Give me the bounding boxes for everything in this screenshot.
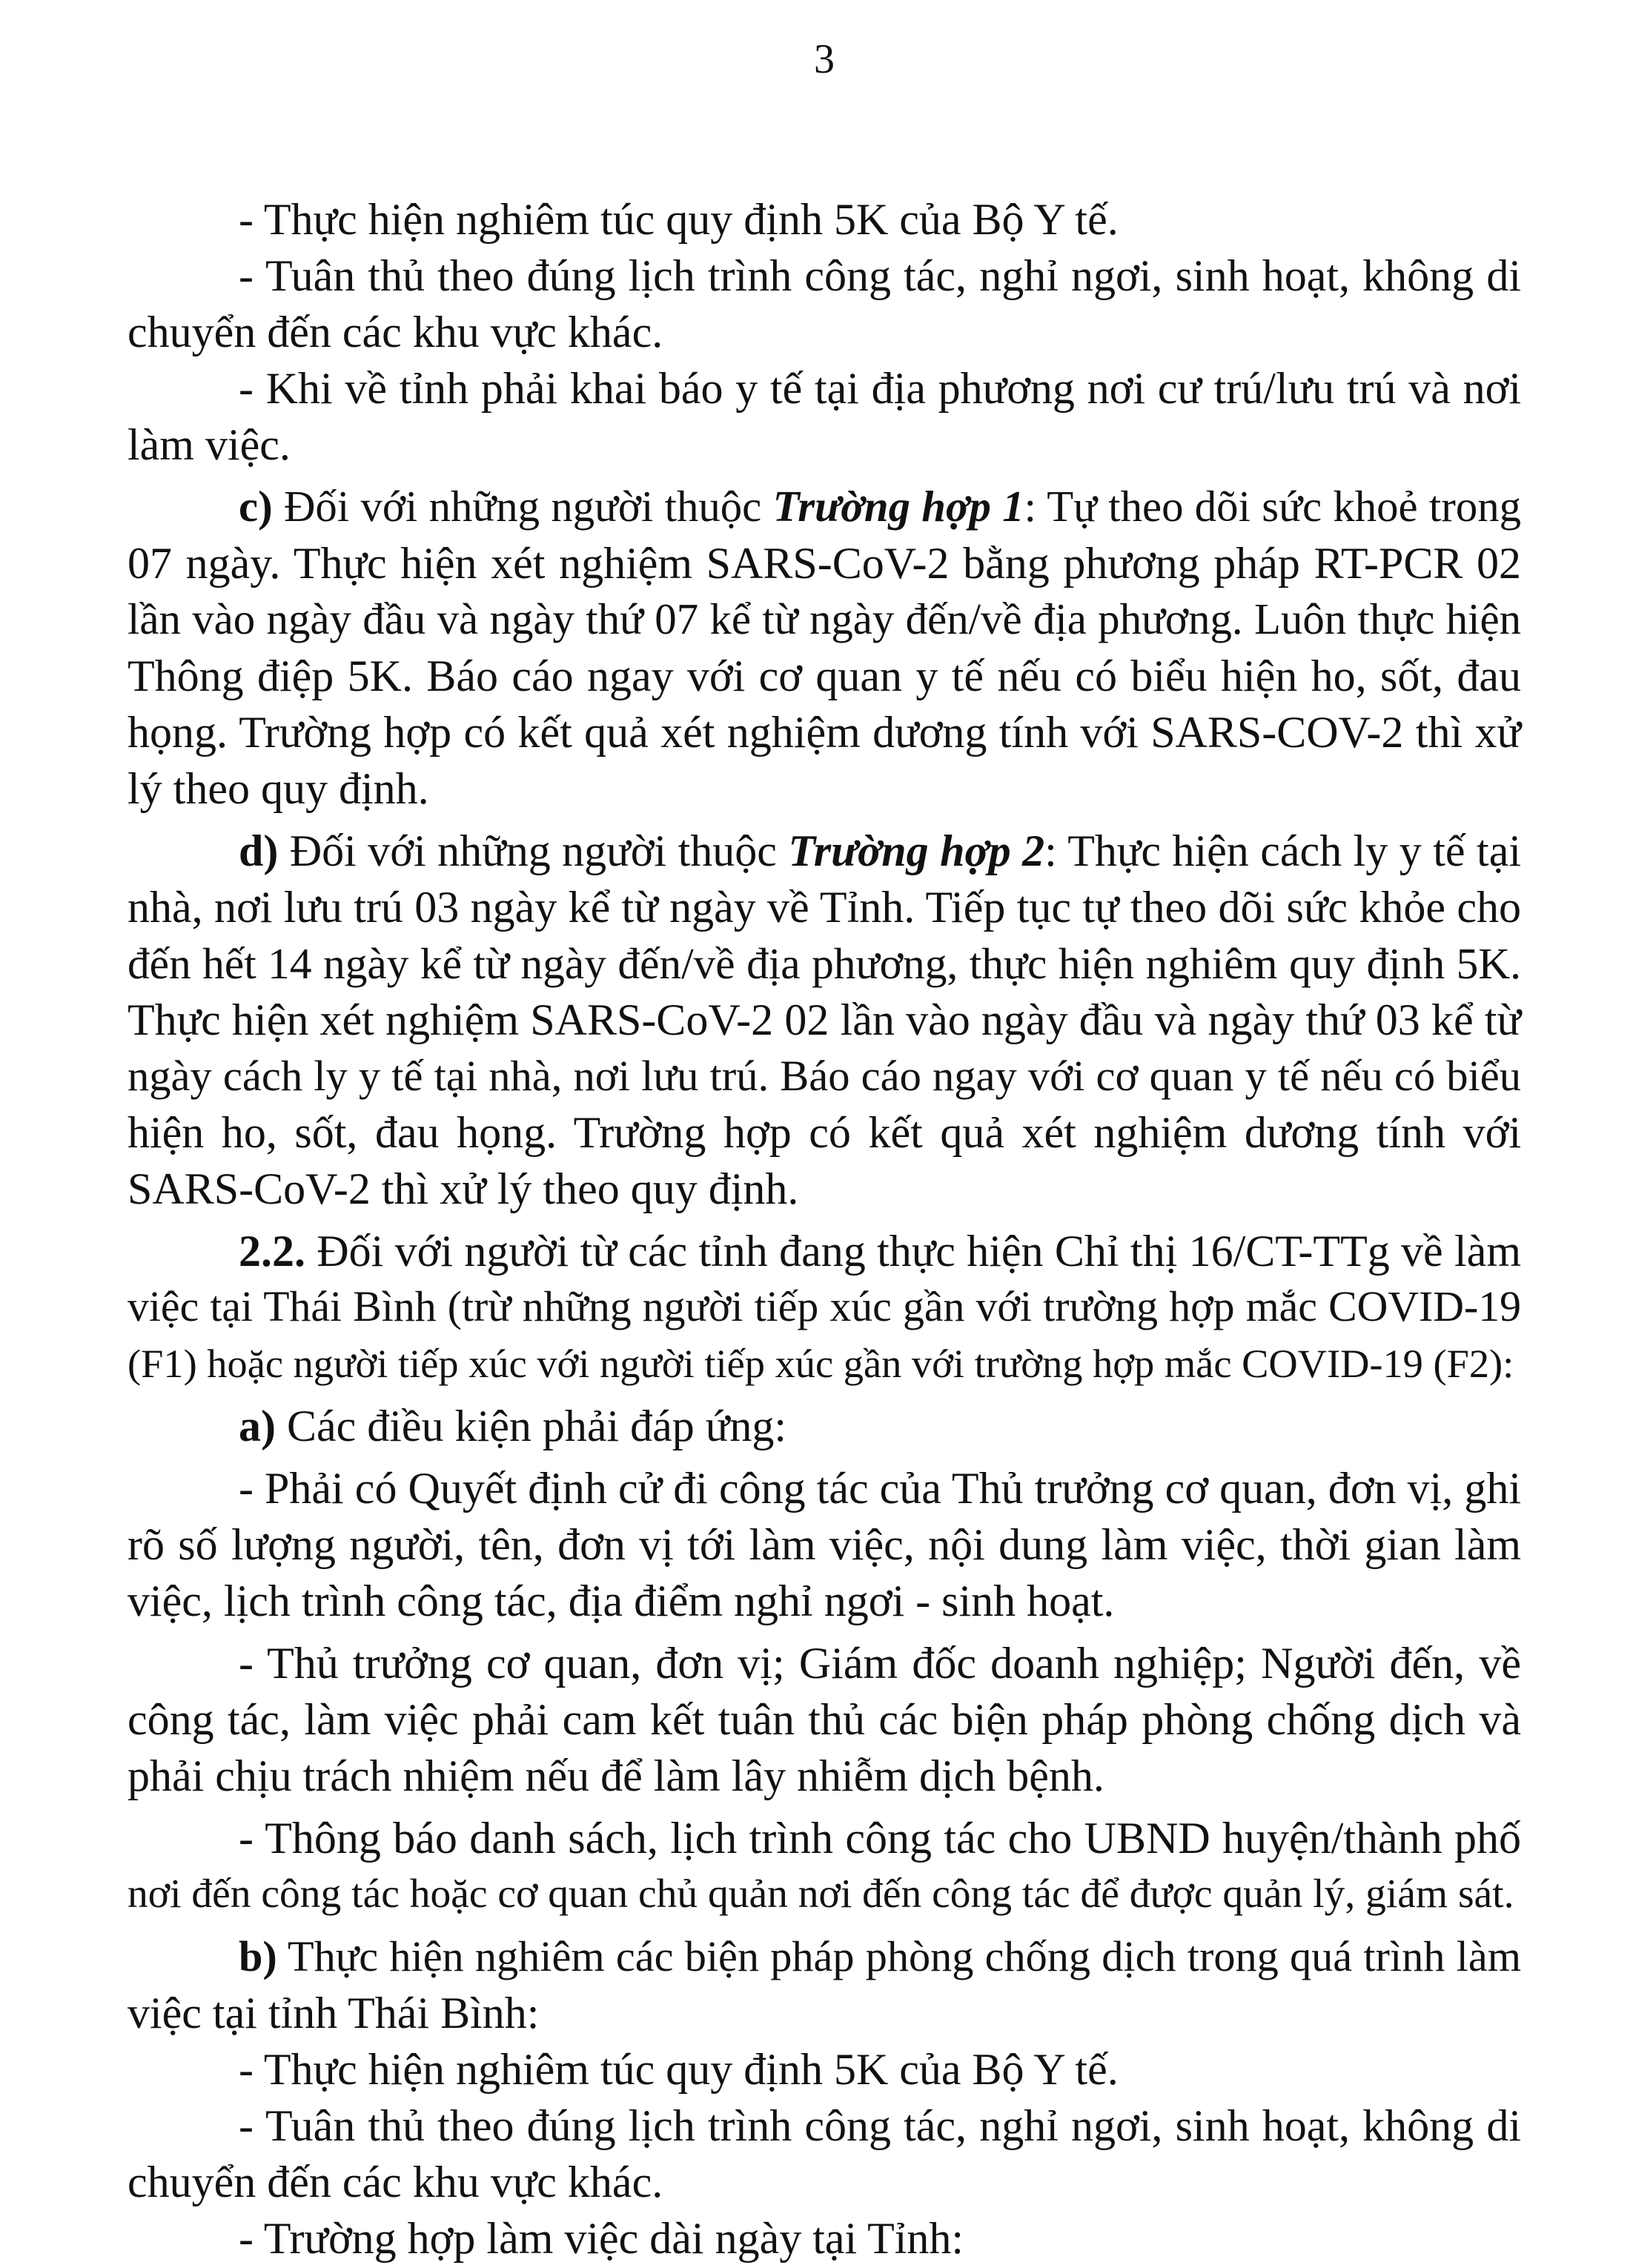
case-2-emphasis: Trường hợp 2 — [788, 826, 1045, 875]
item-label-b: b) — [239, 1932, 277, 1980]
text-line: làm việc. — [127, 420, 291, 469]
text-line: việc, lịch trình công tác, địa điểm nghỉ ngơi - sinh hoạt. — [127, 1576, 1115, 1625]
text-line: công tác, làm việc phải cam kết tuân thủ các biện pháp phòng chống dịch và — [127, 1695, 1521, 1744]
section-2-2-heading — [127, 1223, 1521, 1279]
item-label-d: d) — [239, 826, 279, 875]
page-number: 3 — [814, 36, 835, 82]
text-line: đến hết 14 ngày kể từ ngày đến/về địa phương, thực hiện nghiêm quy định 5K. — [127, 939, 1521, 988]
text-line: họng. Trường hợp có kết quả xét nghiệm dương tính với SARS-COV-2 thì xử — [127, 708, 1521, 757]
item-label-a: a) — [239, 1402, 276, 1450]
text-span: : Tự theo dõi sức khoẻ trong — [1024, 483, 1521, 531]
text-line: ngày cách ly y tế tại nhà, nơi lưu trú. Báo cáo ngay với cơ quan y tế nếu có biểu — [127, 1052, 1521, 1100]
text-line: - Trường hợp làm việc dài ngày tại Tỉnh: — [239, 2214, 964, 2263]
text-line: SARS-CoV-2 thì xử lý theo quy định. — [127, 1164, 799, 1213]
text-span: : Thực hiện cách ly y tế tại — [1044, 826, 1521, 875]
paragraph-a-heading — [127, 1398, 1521, 1454]
text-line: chuyển đến các khu vực khác. — [127, 2158, 663, 2206]
text-line: 07 ngày. Thực hiện xét nghiệm SARS-CoV-2 bằng phương pháp RT-PCR 02 — [127, 539, 1521, 588]
text-line: nhà, nơi lưu trú 03 ngày kể từ ngày về Tỉnh. Tiếp tục tự theo dõi sức khỏe cho — [127, 883, 1521, 932]
text-span: Đối với người từ các tỉnh đang thực hiện Chỉ thị 16/CT-TTg về làm — [305, 1227, 1521, 1276]
text-line: việc tại tỉnh Thái Bình: — [127, 1989, 540, 2037]
text-span: Đối với những người thuộc — [272, 483, 773, 531]
text-line: - Thực hiện nghiêm túc quy định 5K của Bộ Y tế. — [239, 2045, 1119, 2094]
paragraph-c-heading — [127, 479, 1521, 535]
text-line: - Thông báo danh sách, lịch trình công tác cho UBND huyện/thành phố — [239, 1814, 1521, 1863]
text-line: - Thực hiện nghiêm túc quy định 5K của Bộ Y tế. — [239, 195, 1119, 244]
paragraph-d-heading — [127, 823, 1521, 879]
text-line: lý theo quy định. — [127, 764, 429, 813]
text-line: chuyển đến các khu vực khác. — [127, 308, 663, 357]
text-line: phải chịu trách nhiệm nếu để làm lây nhiễm dịch bệnh. — [127, 1751, 1104, 1800]
text-span: Các điều kiện phải đáp ứng: — [275, 1402, 786, 1450]
paragraph-b-heading — [127, 1929, 1521, 1985]
text-line: lần vào ngày đầu và ngày thứ 07 kể từ ngày đến/về địa phương. Luôn thực hiện — [127, 595, 1521, 643]
text-line: - Tuân thủ theo đúng lịch trình công tác, nghỉ ngơi, sinh hoạt, không di — [239, 2101, 1521, 2150]
text-line: - Thủ trưởng cơ quan, đơn vị; Giám đốc doanh nghiệp; Người đến, về — [239, 1639, 1521, 1688]
text-line: việc tại Thái Bình (trừ những người tiếp xúc gần với trường hợp mắc COVID-19 — [127, 1284, 1521, 1330]
text-line: - Tuân thủ theo đúng lịch trình công tác, nghỉ ngơi, sinh hoạt, không di — [239, 251, 1521, 300]
text-line: - Khi về tỉnh phải khai báo y tế tại địa phương nơi cư trú/lưu trú và nơi — [239, 364, 1521, 413]
text-line: Thông điệp 5K. Báo cáo ngay với cơ quan y tế nếu có biểu hiện ho, sốt, đau — [127, 651, 1521, 700]
case-1-emphasis: Trường hợp 1 — [772, 483, 1024, 531]
text-span: Đối với những người thuộc — [278, 826, 789, 875]
text-line: (F1) hoặc người tiếp xúc với người tiếp xúc gần với trường hợp mắc COVID-19 (F2): — [127, 1342, 1514, 1386]
text-line: rõ số lượng người, tên, đơn vị tới làm việc, nội dung làm việc, thời gian làm — [127, 1520, 1521, 1569]
document-body — [127, 191, 1521, 2267]
text-line: nơi đến công tác hoặc cơ quan chủ quản nơi đến công tác để được quản lý, giám sát. — [127, 1871, 1514, 1917]
item-label-c: c) — [239, 483, 273, 531]
section-number: 2.2. — [239, 1227, 305, 1276]
text-line: Thực hiện xét nghiệm SARS-CoV-2 02 lần vào ngày đầu và ngày thứ 03 kể từ — [127, 995, 1521, 1044]
text-line: - Phải có Quyết định cử đi công tác của Thủ trưởng cơ quan, đơn vị, ghi — [239, 1464, 1521, 1513]
text-span: Thực hiện nghiêm các biện pháp phòng chống dịch trong quá trình làm — [276, 1932, 1521, 1980]
text-line: hiện ho, sốt, đau họng. Trường hợp có kết quả xét nghiệm dương tính với — [127, 1108, 1521, 1157]
